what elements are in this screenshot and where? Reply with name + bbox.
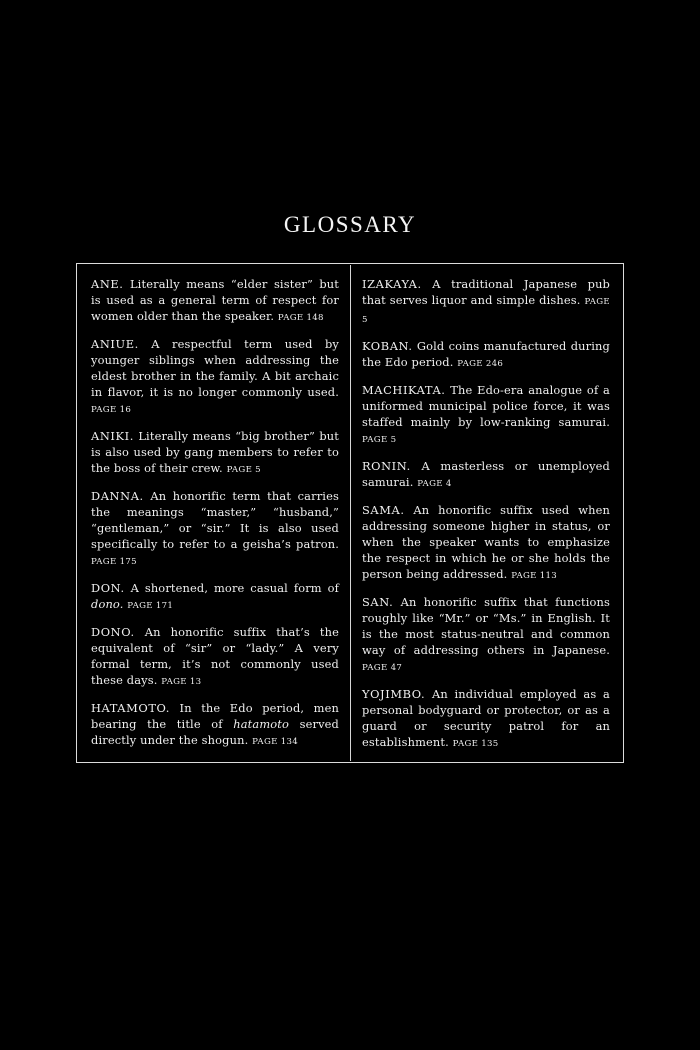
glossary-definition: Literally means “big brother” but is also used by gang members to refer to the boss of their crew.	[91, 429, 339, 475]
glossary-entry-don	[91, 580, 339, 614]
glossary-entry-danna	[91, 488, 339, 570]
glossary-entry-san	[362, 594, 610, 676]
glossary-definition: A traditional Japanese pub that serves liquor and simple dishes.	[362, 277, 610, 307]
page-reference: PAGE 175	[91, 557, 137, 567]
glossary-term: KOBAN.	[362, 339, 413, 353]
glossary-term: RONIN.	[362, 459, 411, 473]
page-title: GLOSSARY	[283, 212, 417, 237]
glossary-definition: The Edo-era analogue of a uniformed municipal police force, it was staffed mainly by low-ranking samurai.	[362, 383, 610, 429]
glossary-term: ANIKI.	[91, 429, 134, 443]
glossary-entry-hatamoto	[91, 700, 339, 750]
glossary-definition: An individual employed as a personal bodyguard or protector, or as a guard or security patrol for an establishment.	[362, 687, 610, 749]
glossary-term: ANIUE.	[91, 337, 139, 351]
page-reference: PAGE 148	[277, 313, 324, 323]
glossary-definition: Gold coins manufactured during the Edo period.	[362, 339, 610, 369]
glossary-term: SAN.	[362, 595, 394, 609]
page-reference: PAGE 134	[252, 737, 299, 747]
glossary-term: YOJIMBO.	[362, 687, 426, 701]
glossary-definition-tail: served directly under the shogun.	[91, 717, 339, 747]
glossary-definition: An honorific suffix that’s the equivalent of “sir” or “lady.” A very formal term, it’s not commonly used these days.	[91, 625, 339, 687]
glossary-right-column	[362, 276, 610, 762]
glossary-definition: Literally means “elder sister” but is used as a general term of respect for women older than the speaker.	[91, 277, 339, 323]
glossary-entry-dono	[91, 624, 339, 690]
glossary-left-column	[91, 276, 339, 760]
glossary-term: HATAMOTO.	[91, 701, 171, 715]
page-reference: PAGE 4	[417, 479, 452, 489]
glossary-entry-ronin	[362, 458, 610, 492]
page-reference: PAGE 16	[91, 405, 132, 415]
page-reference: PAGE 135	[452, 739, 499, 749]
glossary-definition: A respectful term used by younger siblings when addressing the eldest brother in the family. A bit archaic in flavor, it is no longer commonly used.	[91, 337, 339, 399]
glossary-definition: An honorific suffix that functions roughly like “Mr.” or “Ms.” in English. It is the most status-neutral and common way of addressing others in Japanese.	[362, 595, 610, 657]
column-divider	[350, 265, 351, 761]
glossary-entry-koban	[362, 338, 610, 372]
glossary-entry-aniue	[91, 336, 339, 418]
glossary-term: ANE.	[91, 277, 124, 291]
glossary-definition-italic: hatamoto	[233, 717, 290, 731]
glossary-term: MACHIKATA.	[362, 383, 446, 397]
glossary-term: DON.	[91, 581, 125, 595]
glossary-entry-machikata	[362, 382, 610, 448]
glossary-term: DANNA.	[91, 489, 144, 503]
glossary-entry-ane	[91, 276, 339, 326]
glossary-definition: A masterless or unemployed samurai.	[362, 459, 610, 489]
glossary-definition: In the Edo period, men bearing the title of	[91, 701, 339, 731]
page-reference: PAGE 13	[161, 677, 202, 687]
glossary-definition: An honorific suffix used when addressing someone higher in status, or when the speaker wants to emphasize the respect in which he or she holds the person being addressed.	[362, 503, 610, 581]
glossary-entry-aniki	[91, 428, 339, 478]
glossary-entry-izakaya	[362, 276, 610, 328]
glossary-definition: A shortened, more casual form of	[130, 581, 339, 595]
page-reference: PAGE 5	[226, 465, 261, 475]
glossary-term: SAMA.	[362, 503, 405, 517]
page-reference: PAGE 5	[362, 297, 610, 325]
page-reference: PAGE 5	[362, 435, 397, 445]
glossary-definition: An honorific term that carries the meanings “master,” “husband,” “gentleman,” or “sir.” It is also used specifically to refer to a geisha’s patron.	[91, 489, 339, 551]
glossary-entry-yojimbo	[362, 686, 610, 752]
page-reference: PAGE 47	[362, 663, 403, 673]
page-reference: PAGE 246	[457, 359, 504, 369]
page-reference: PAGE 171	[127, 601, 174, 611]
glossary-definition-italic: dono.	[91, 597, 124, 611]
glossary-term: DONO.	[91, 625, 135, 639]
glossary-entry-sama	[362, 502, 610, 584]
page-reference: PAGE 113	[511, 571, 558, 581]
glossary-term: IZAKAYA.	[362, 277, 422, 291]
